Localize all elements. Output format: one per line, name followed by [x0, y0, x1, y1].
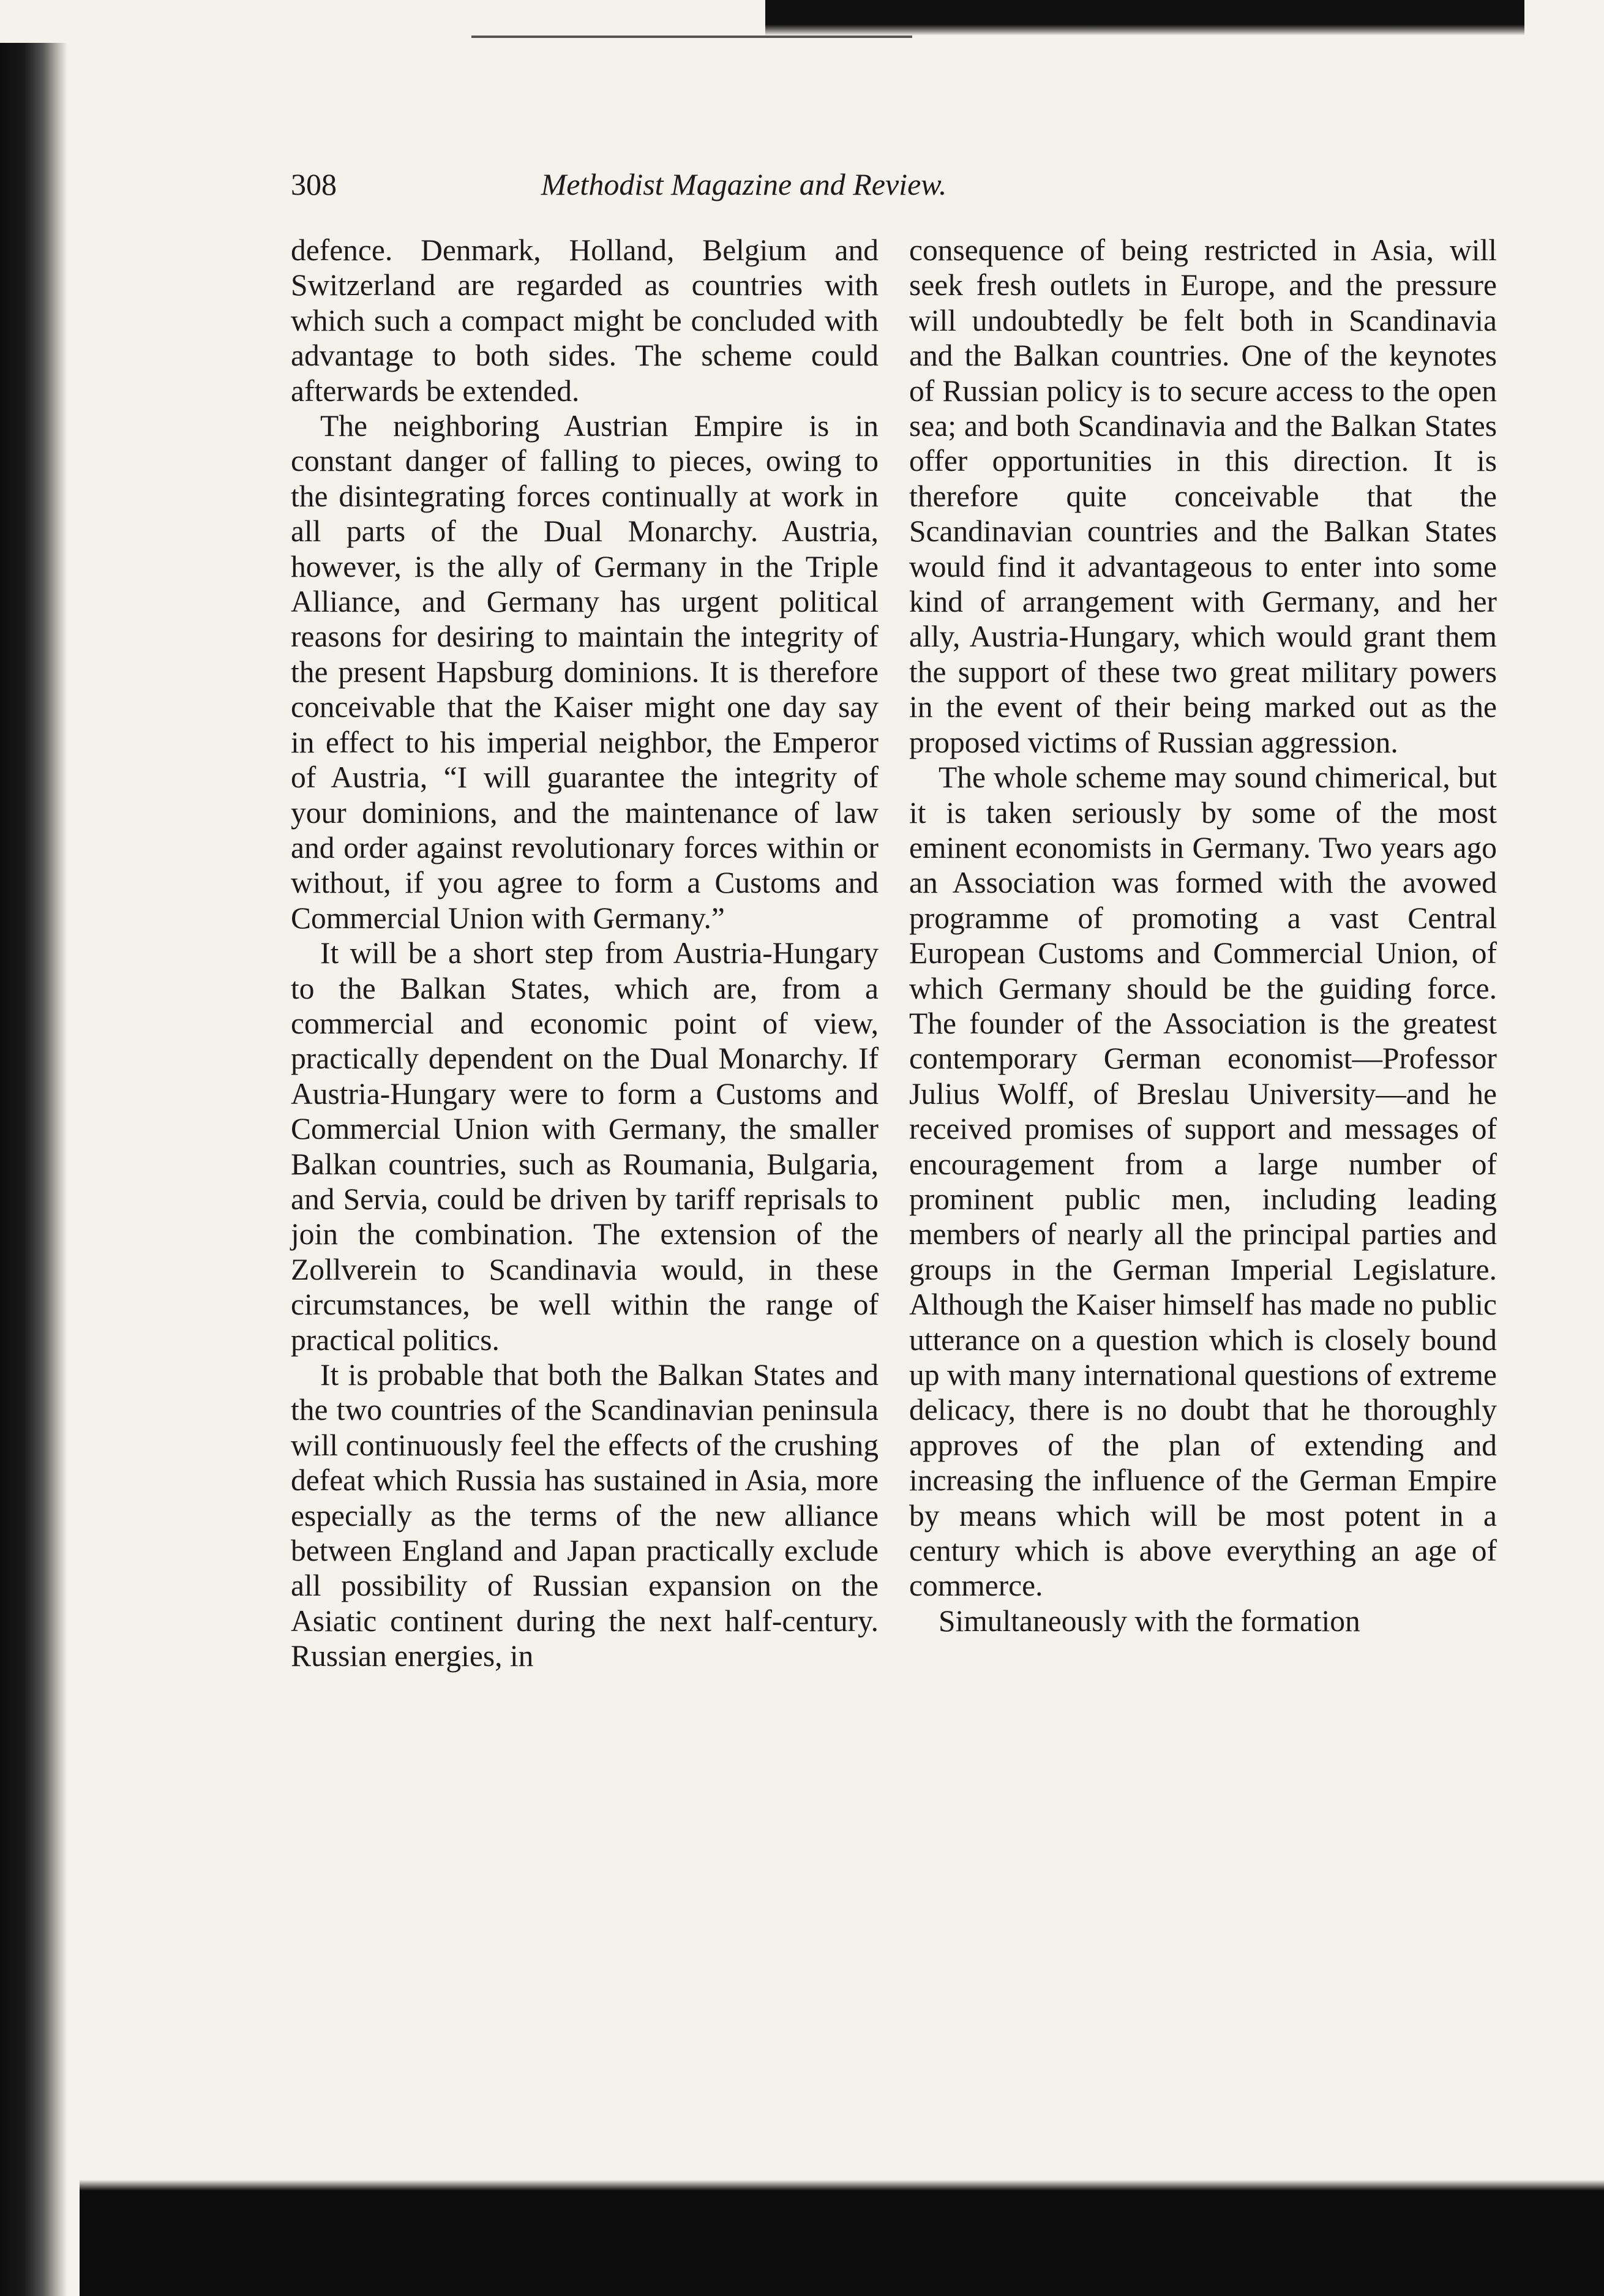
scan-rule-top [471, 36, 912, 38]
paragraph: The whole scheme may sound chimerical, but it is taken seriously by some of the most eminent economists in Germany. Two years ago an Association was formed with the avowed programme of promoting a vast Central European Customs and Commercial Union, of which Germany should be the guiding force. The founder of the Association is the greatest contemporary German economist—Professor Julius Wolff, of Breslau University—and he received promises of support and messages of encouragement from a large number of prominent public men, including leading members of nearly all the principal parties and groups in the German Imperial Legislature. Although the Kaiser himself has made no public utterance on a question which is closely bound up with many international questions of extreme delicacy, there is no doubt that he thoroughly approves of the plan of extending and increasing the influence of the German Empire by means which will be most potent in a century which is above everything an age of commerce. [909, 760, 1497, 1603]
scan-shadow-bottom [80, 2180, 1604, 2296]
text-column-right [909, 233, 1497, 1638]
running-title: Methodist Magazine and Review. [541, 167, 947, 201]
paragraph: consequence of being restricted in Asia, will seek fresh outlets in Europe, and the pressure will undoubtedly be felt both in Scandinavia and the Balkan countries. One of the keynotes of Russian policy is to secure access to the open sea; and both Scandinavia and the Balkan States offer opportunities in this direction. It is therefore quite conceivable that the Scandinavian countries and the Balkan States would find it advantageous to enter into some kind of arrangement with Germany, and her ally, Austria-Hungary, which would grant them the support of these two great military powers in the event of their being marked out as the proposed victims of Russian aggression. [909, 233, 1497, 759]
page-number: 308 [291, 167, 337, 201]
text-column-left [291, 233, 879, 1674]
page-header [291, 167, 1197, 209]
paragraph: It is probable that both the Balkan States and the two countries of the Scandinavian peninsula will continuously feel the effects of the crushing defeat which Russia has sustained in Asia, more especially as the terms of the new alliance between England and Japan practically exclude all possibility of Russian expansion on the Asiatic continent during the next half-century. Russian energies, in [291, 1358, 879, 1673]
paragraph: Simultaneously with the formation [939, 1604, 1360, 1638]
paragraph: The neighboring Austrian Empire is in constant danger of falling to pieces, owing to the disintegrating forces continually at work in all parts of the Dual Monarchy. Austria, however, is the ally of Germany in the Triple Alliance, and Germany has urgent political reasons for desiring to maintain the integrity of the present Hapsburg dominions. It is therefore conceivable that the Kaiser might one day say in effect to his imperial neighbor, the Emperor of Austria, “I will guarantee the integrity of your dominions, and the maintenance of law and order against revolutionary forces within or without, if you agree to form a Customs and Commercial Union with Germany.” [291, 409, 879, 935]
scan-shadow-left [0, 43, 67, 2296]
paragraph: defence. Denmark, Holland, Belgium and Switzerland are regarded as countries with which such a compact might be concluded with advantage to both sides. The scheme could afterwards be extended. [291, 233, 879, 408]
scan-shadow-top [765, 0, 1524, 36]
paragraph: It will be a short step from Austria-Hungary to the Balkan States, which are, from a commercial and economic point of view, practically dependent on the Dual Monarchy. If Austria-Hungary were to form a Customs and Commercial Union with Germany, the smaller Balkan countries, such as Roumania, Bulgaria, and Servia, could be driven by tariff reprisals to join the combination. The extension of the Zollverein to Scandinavia would, in these circumstances, be well within the range of practical politics. [291, 936, 879, 1357]
